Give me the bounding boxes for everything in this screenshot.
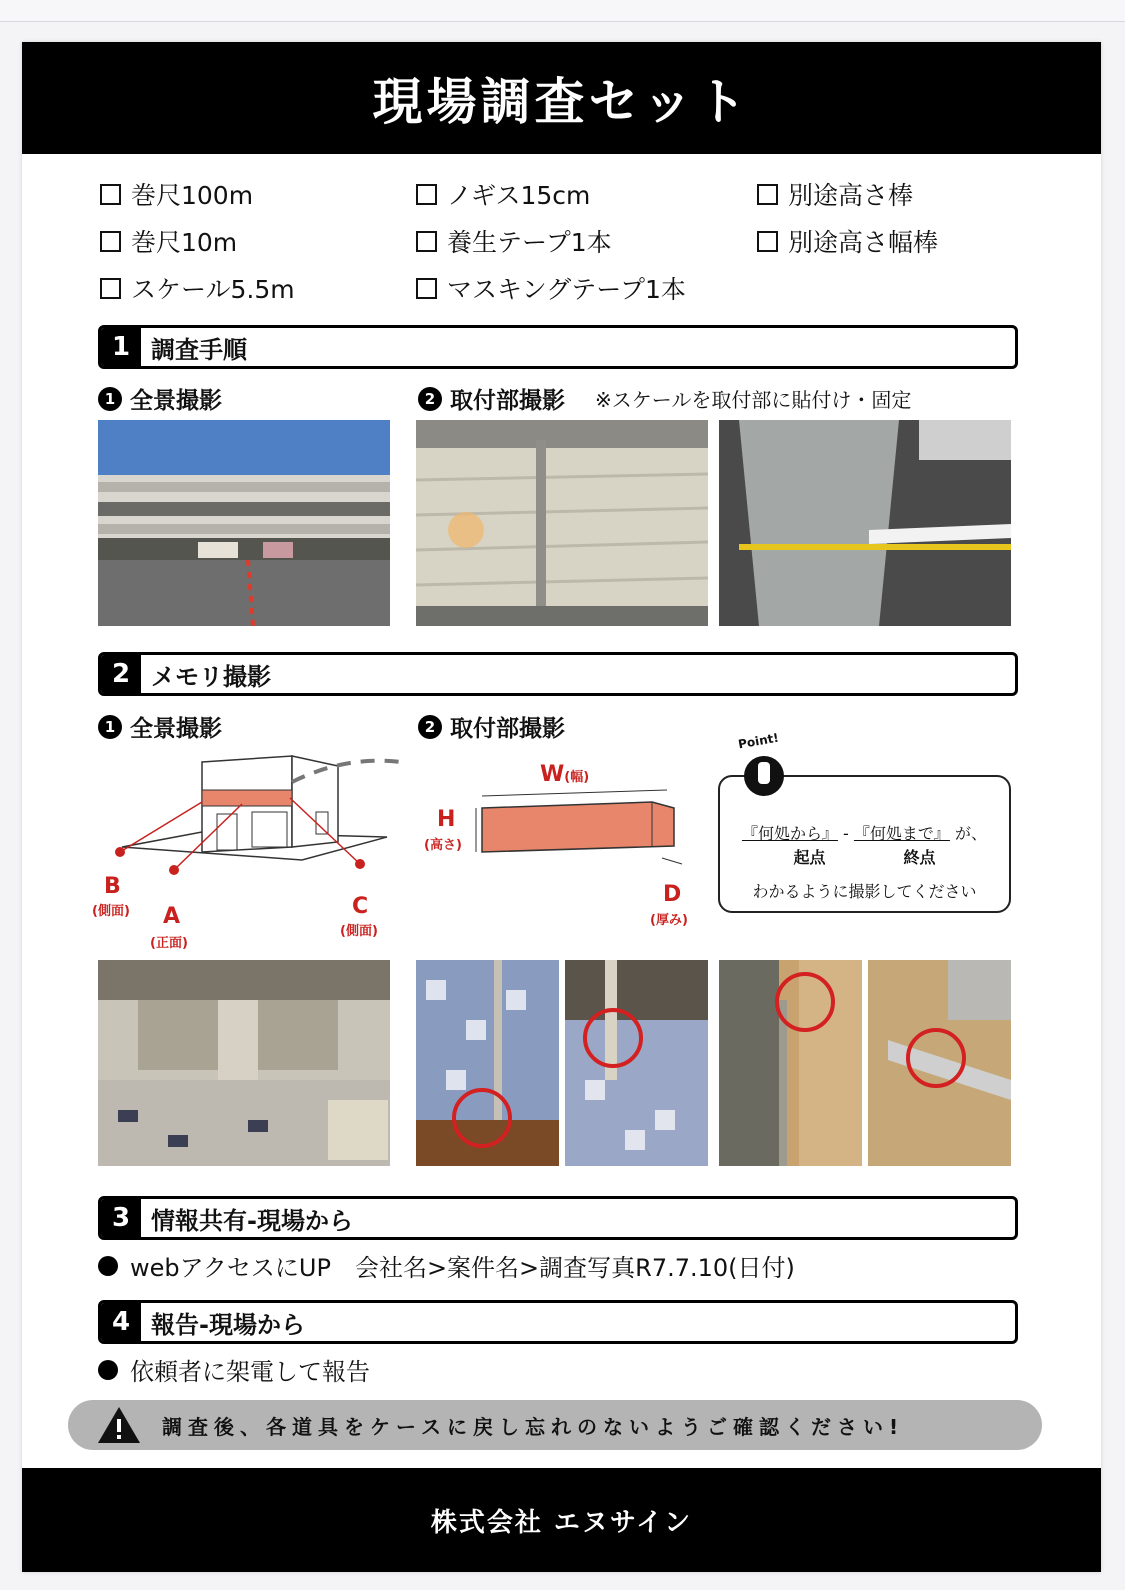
- company-name: 株式会社 エヌサイン: [430, 1507, 693, 1538]
- checkbox[interactable]: [416, 231, 437, 252]
- subheading: 2 取付部撮影 ※スケールを取付部に貼付け・固定: [418, 382, 911, 415]
- diagram-label-w: W(幅): [540, 762, 590, 787]
- building-diagram: [102, 752, 402, 912]
- checklist-item[interactable]: 巻尺10m: [100, 223, 237, 259]
- diagram-label-b: B: [104, 874, 121, 899]
- photo-measure-4: [868, 960, 1011, 1166]
- diagram-label-a: A: [163, 904, 181, 929]
- note-text: ※スケールを取付部に貼付け・固定: [595, 388, 912, 412]
- subheading: 2 取付部撮影: [418, 710, 565, 743]
- page-title: 現場調査セット: [372, 73, 751, 131]
- point-line-1: 『何処から』 - 『何処まで』 が、: [741, 824, 988, 843]
- warning-banner: [68, 1400, 1042, 1450]
- diagram-label-b-sub: (側面): [92, 904, 130, 919]
- section-title: 情報共有-現場から: [151, 1206, 353, 1235]
- diagram-label-d-sub: (厚み): [650, 913, 688, 928]
- point-line-2: わかるように撮影してください: [752, 882, 977, 901]
- checklist-item[interactable]: 別途高さ幅棒: [757, 223, 938, 259]
- diagram-label-c: C: [352, 894, 369, 919]
- diagram-label-d: D: [663, 882, 682, 907]
- checkbox[interactable]: [100, 278, 121, 299]
- checklist-item[interactable]: スケール5.5m: [100, 270, 295, 306]
- company-footer: [22, 1468, 1101, 1572]
- checkbox[interactable]: [416, 278, 437, 299]
- photo-measure-3: [719, 960, 862, 1166]
- checklist-item[interactable]: マスキングテープ1本: [416, 270, 686, 306]
- checkbox[interactable]: [416, 184, 437, 205]
- section-title: 調査手順: [151, 335, 247, 364]
- diagram-label-c-sub: (側面): [340, 924, 378, 939]
- checklist-item[interactable]: ノギス15cm: [416, 176, 590, 212]
- point-badge-label: Point!: [737, 730, 780, 752]
- photo-measure-1: [416, 960, 559, 1166]
- diagram-label-h: H: [437, 807, 456, 832]
- subheading: 1 全景撮影: [98, 710, 222, 743]
- diagram-label-h-sub: (高さ): [424, 838, 462, 853]
- section-header-3: [98, 1196, 1018, 1240]
- photo-measure-2: [565, 960, 708, 1166]
- warning-icon: [96, 1405, 142, 1445]
- bullet-item: webアクセスにUP 会社名>案件名>調査写真R7.7.10(日付): [98, 1248, 795, 1283]
- point-badge: [734, 730, 794, 798]
- checkbox[interactable]: [100, 184, 121, 205]
- section-number: 2: [101, 655, 141, 693]
- section-title: メモリ撮影: [151, 662, 271, 691]
- checkbox[interactable]: [757, 184, 778, 205]
- section-number: 1: [101, 328, 141, 366]
- checklist-item[interactable]: 別途高さ棒: [757, 176, 913, 212]
- photo-pole-tape: [719, 420, 1011, 626]
- checklist-item[interactable]: 巻尺100m: [100, 176, 253, 212]
- section-header-4: [98, 1300, 1018, 1344]
- section-title: 報告-現場から: [151, 1310, 305, 1339]
- checkbox[interactable]: [100, 231, 121, 252]
- signboard-diagram: [462, 782, 687, 882]
- subheading: 1 全景撮影: [98, 382, 222, 415]
- checklist-item[interactable]: 養生テープ1本: [416, 223, 612, 259]
- section-header-1: [98, 325, 1018, 369]
- top-bar: [0, 0, 1125, 22]
- title-banner: [22, 42, 1101, 154]
- section-number: 4: [101, 1303, 141, 1341]
- photo-lobby-overview: [98, 960, 390, 1166]
- point-line-labels: 起点 終点: [793, 848, 936, 867]
- photo-parking-overview: [98, 420, 390, 626]
- section-number: 3: [101, 1199, 141, 1237]
- bullet-item: 依頼者に架電して報告: [98, 1352, 370, 1387]
- diagram-label-a-sub: (正面): [150, 936, 188, 951]
- section-header-2: [98, 652, 1018, 696]
- warning-text: 調査後、各道具をケースに戻し忘れのないようご確認ください!: [162, 1414, 905, 1439]
- checkbox[interactable]: [757, 231, 778, 252]
- photo-mounting-panel: [416, 420, 708, 626]
- document-page: [22, 42, 1101, 1572]
